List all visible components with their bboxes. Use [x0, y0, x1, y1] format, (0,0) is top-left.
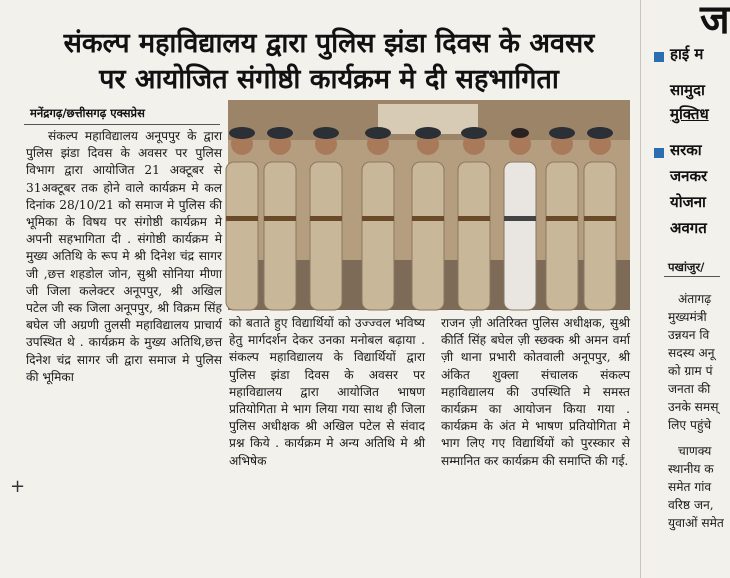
sidebar-rule — [664, 276, 720, 277]
brief-1-line-3: मुक्तिध — [670, 105, 709, 123]
article-headline — [24, 26, 634, 98]
brief-2-line-4: अवगत — [670, 219, 707, 237]
dateline: मनेंद्रगढ़/छत्तीसगढ़ एक्सप्रेस — [30, 106, 145, 120]
event-photo — [228, 100, 630, 310]
sidebar-text-line: स्थानीय क — [668, 462, 714, 476]
sidebar-text-line: उन्नयन वि — [668, 328, 710, 342]
bullet-icon — [654, 148, 664, 158]
adjacent-article — [644, 0, 730, 578]
sidebar-text-line: युवाओं समेत — [668, 516, 724, 530]
brief-2-line-3: योजना — [670, 193, 706, 211]
sidebar-text-line: चाणक्य — [678, 444, 712, 458]
article-column-3: राजन ज़ी अतिरिक्त पुलिस अधीक्षक, सुश्री कीर्ति सिंह बघेल ज़ी स्छक्क श्री अमन वर्मा ज़ी थाना प्रभारी कोतवाली अनूपपुर, श्री अंकित शुक्ला संचालक संकल्प महाविद्यालय की उपस्थिति मे समस्त कार्यक्रम का आयोजन किया गया . कार्यक्रम के अंत मे भाषण प्रतियोगिता मे भाग लिए गए विद्यार्थियों को पुरस्कार से सम्मानित कर कार्यक्रम की समाप्ति की गई. — [441, 316, 630, 468]
sidebar-text-line: सदस्य अनू — [668, 346, 715, 360]
sidebar-text-line: समेत गांव — [668, 480, 712, 494]
sidebar-text-line: लिए पहुंचे — [668, 418, 712, 432]
sidebar-corner-glyph: ज — [700, 0, 730, 43]
headline-line-2: पर आयोजित संगोष्ठी कार्यक्रम मे दी सहभागिता — [99, 64, 559, 95]
sidebar-text-line: को ग्राम पं — [668, 364, 713, 378]
brief-1-line-2: सामुदा — [670, 81, 705, 99]
sidebar-text-line: मुख्यमंत्री — [668, 310, 707, 324]
sidebar-text-line: उनके समस् — [668, 400, 719, 414]
brief-2-line-1: सरका — [670, 141, 702, 159]
group-photo-illustration — [228, 100, 630, 310]
sidebar-text-line: अंतागढ़ — [678, 292, 712, 306]
crop-mark: + — [10, 476, 26, 497]
headline-line-1: संकल्प महाविद्यालय द्वारा पुलिस झंडा दिवस के अवसर — [63, 28, 595, 59]
sidebar-text-line: जनता की — [668, 382, 711, 396]
brief-2-line-2: जनकर — [670, 167, 708, 185]
sidebar-dateline: पखांजुर/ — [668, 260, 705, 274]
article-column-2: को बताते हुए विद्यार्थियों को उज्ज्वल भविष्य हेतु मार्गदर्शन देकर उनका मनोबल बढ़ाया . संकल्प महाविद्यालय के विद्यार्थियों द्वारा पुलिस झंडा दिवस के अवसर पर महाविद्यालय द्वारा आयोजित भाषण प्रतियोगिता मे भाग लिया गया साथ ही जिला पुलिस अधीक्षक श्री अखिल पटेल से संवाद प्रश्न किये . कार्यक्रम मे अन्य अतिथि मे श्री अभिषेक — [229, 316, 425, 468]
sidebar-text-line: वरिष्ठ जन, — [668, 498, 714, 512]
brief-1-line-1: हाई म — [670, 45, 704, 63]
article-column-1: संकल्प महाविद्यालय अनूपपुर के द्वारा पुलिस झंडा दिवस के अवसर पर पुलिस विभाग द्वारा आयोजित 21 अक्टूबर से 31अक्टूबर तक होने वाले कार्यक्रम मे कल दिनांक 28/10/21 को समाज मे पुलिस की भूमिका के विषय पर संगोष्ठी कार्यक्रम मे अपनी सहभागिता दी . संगोष्ठी कार्यक्रम मे मुख्य अतिथि के रूप मे श्री दिनेश चंद्र सागर जी ,छत्त शहडोल जोन, सुश्री सोनिया मीणा जी जिला कलेक्टर अनूपपुर, श्री अखिल पटेल जी स्क जिला अनूपपुर, श्री विक्रम सिंह बघेल जी अग्रणी तुलसी महाविद्यालय प्राचार्य उपस्थित थे . कार्यक्रम के मुख्य अतिथि,छत्त दिनेश चंद्र सागर जी द्वारा समाज मे पुलिस की भूमिका — [26, 129, 222, 384]
column-divider — [640, 0, 641, 578]
bullet-icon — [654, 52, 664, 62]
dateline-rule — [24, 124, 220, 125]
